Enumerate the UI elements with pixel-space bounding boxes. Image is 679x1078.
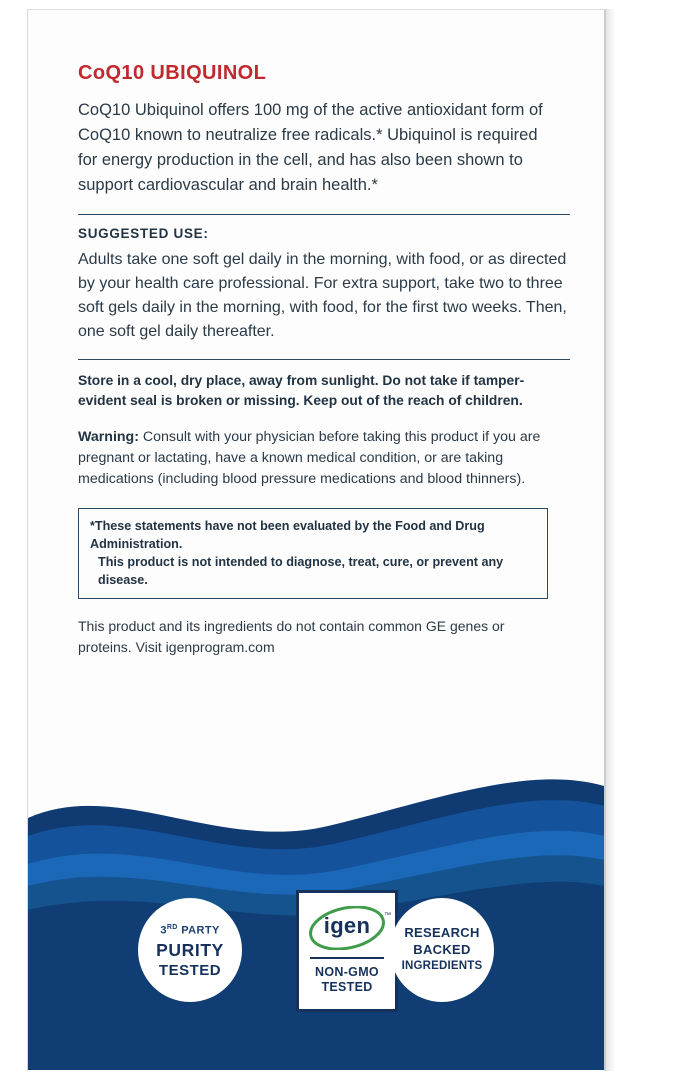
igen-wordmark: igen (323, 913, 371, 938)
divider-rule-bottom (78, 359, 570, 360)
suggested-use-text: Adults take one soft gel daily in the morning, with food, or as directed by your health care professional. For extra support, take two to three soft gels daily in the morning, with food, for the first two weeks. Then, one soft gel daily thereafter. (78, 251, 567, 340)
product-title: CoQ10 UBIQUINOL (78, 62, 267, 84)
seal-purity-line1: 3RD PARTY (160, 924, 220, 937)
warning-body: Consult with your physician before taking this product if you are pregnant or lactating, have a known medical condition, or are taking medications (including blood pressure medications and blood thinners). (78, 429, 541, 487)
package-drop-shadow (606, 9, 616, 1071)
igen-divider (310, 957, 384, 959)
igen-line2: TESTED (321, 980, 373, 994)
igen-line1: NON-GMO (315, 965, 379, 979)
fda-disclaimer-box (78, 508, 548, 599)
fda-disclaimer-line2: This product is not intended to diagnose, treat, cure, or prevent any disease. (98, 555, 504, 587)
seal-research-backed (390, 898, 494, 1002)
igen-leaf-wrap (308, 906, 391, 950)
divider-rule-top (78, 214, 570, 215)
seal-research-line2: BACKED (413, 942, 471, 957)
warning-label: Warning: (78, 429, 139, 445)
seal-igen-non-gmo (296, 890, 398, 1012)
certification-seals (28, 890, 604, 1015)
fda-disclaimer-line1: *These statements have not been evaluated by the Food and Drug Administration. (90, 519, 485, 551)
warning-statement (78, 427, 570, 490)
ge-free-statement: This product and its ingredients do not contain common GE genes or proteins. Visit igenprogram.com (78, 618, 505, 655)
seal-purity-line2: PURITY (156, 939, 224, 960)
product-description: CoQ10 Ubiquinol offers 100 mg of the active antioxidant form of CoQ10 known to neutralize free radicals.* Ubiquinol is required for energy production in the cell, and has also been shown to support cardiovascular and brain health.* (78, 101, 543, 194)
seal-purity-ordinal: RD (166, 924, 178, 931)
seal-purity-tested (138, 898, 242, 1002)
suggested-use-heading: SUGGESTED USE: (78, 226, 209, 241)
seal-purity-line3: TESTED (158, 961, 222, 979)
seal-research-line1: RESEARCH (404, 925, 480, 940)
seal-research-line3: INGREDIENTS (401, 960, 483, 972)
igen-trademark: ™ (384, 912, 391, 919)
package-top-edge (27, 9, 605, 10)
label-content (78, 62, 570, 658)
storage-instructions: Store in a cool, dry place, away from sunlight. Do not take if tamper-evident seal is broken or missing. Keep out of the reach of children. (78, 373, 525, 408)
